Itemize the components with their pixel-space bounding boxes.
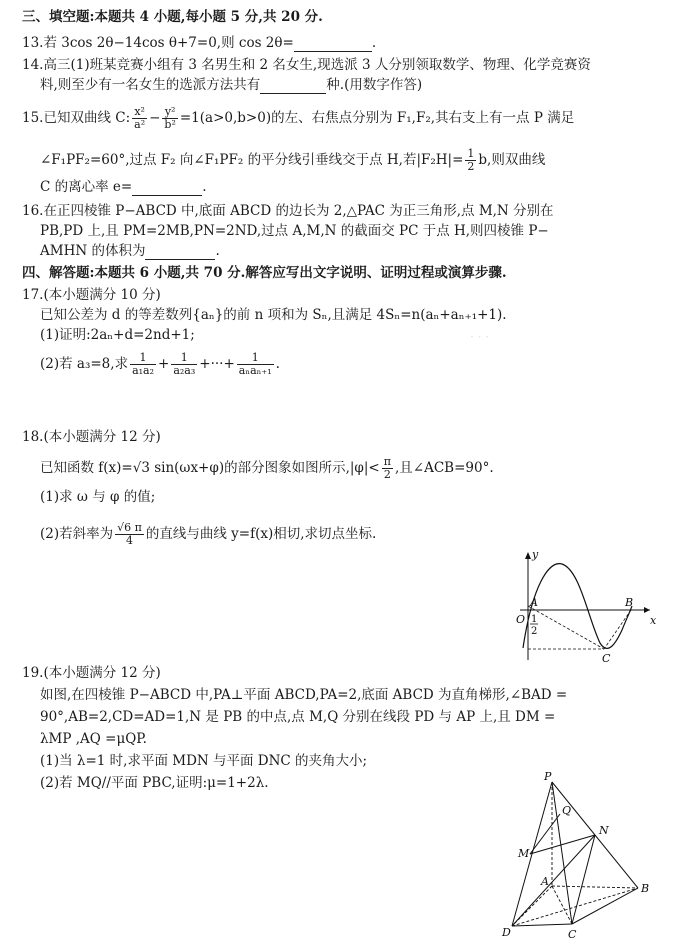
question-17-part-2: (2)若 a₃=8,求 $\frac{1}{\text{a₁a₂}}$ + $\frac{1}{\text{a₂a₃}}$ +···+ $\frac{1}{\text{aₙaₙ₊₁}}$ . [40, 351, 280, 377]
label-Q: Q [562, 804, 572, 817]
numerator: x² [132, 106, 147, 119]
segment-BC [604, 610, 631, 649]
label-B: B [625, 596, 634, 609]
sine-curve [523, 564, 632, 649]
question-16-line-3 [40, 242, 220, 260]
question-16-line-2: PB,PD 上,且 PM=2MB,PN=2ND,过点 A,M,N 的截面交 PC 于点 H,则四棱锥 P− [40, 223, 549, 239]
y-axis-arrow-icon [525, 552, 531, 559]
question-14-line-1: 14.高三(1)班某竞赛小组有 3 名男生和 2 名女生,现选派 3 人分别领取数学、物理、化学竞赛资 [22, 57, 591, 73]
label-half-num: 1 [531, 614, 538, 625]
punctuation: . [215, 243, 220, 259]
numerator: π [383, 455, 391, 468]
answer-blank[interactable] [145, 245, 215, 260]
section-header: 四、解答题:本题共 6 小题,共 70 分.解答应写出文字说明、证明过程或演算步骤. [22, 265, 507, 281]
question-text: 种.(用数字作答) [326, 77, 423, 93]
segment-MQ [530, 814, 560, 854]
fraction-term-1 [130, 352, 156, 377]
question-text: (2)若 a₃=8,求 [40, 356, 129, 372]
denominator: 4 [125, 534, 133, 547]
label-M: M [518, 847, 530, 860]
question-17-stem: 已知公差为 d 的等差数列{aₙ}的前 n 项和为 Sₙ,且满足 4Sₙ=n(aₙ+aₙ₊₁+1). [40, 307, 507, 323]
question-14-line-2 [40, 76, 422, 94]
answer-blank[interactable] [260, 79, 326, 94]
label-x: x [650, 614, 657, 627]
question-text: ∠F₁PF₂=60°,过点 F₂ 向∠F₁PF₂ 的平分线引垂线交于点 H,若|F₂H|= [40, 152, 464, 168]
question-15-line-3 [40, 178, 207, 196]
label-B: B [641, 882, 650, 895]
question-17-title: 17.(本小题满分 10 分) [22, 287, 161, 303]
question-text: 15.已知双曲线 C: [22, 110, 131, 126]
numerator: 1 [130, 352, 156, 365]
question-18-part-2 [40, 522, 376, 547]
question-text: AMHN 的体积为 [40, 243, 146, 259]
section-header: 三、填空题:本题共 4 小题,每小题 5 分,共 20 分. [22, 9, 323, 25]
label-N: N [599, 824, 609, 837]
denominator: aₙaₙ₊₁ [238, 364, 272, 377]
segment-AC [528, 606, 604, 649]
question-text: 的直线与曲线 y=f(x)相切,求切点坐标. [145, 526, 377, 542]
numerator: 1 [467, 147, 475, 160]
label-P: P [544, 770, 552, 783]
numerator: 1 [171, 352, 197, 365]
edge-CB [572, 888, 638, 924]
punctuation: . [275, 356, 280, 372]
fraction-term-2 [171, 352, 197, 377]
sine-graph-figure [500, 548, 665, 666]
answer-blank[interactable] [294, 37, 372, 52]
label-C: C [602, 652, 611, 665]
question-text: 已知函数 f(x)=√3 sin(ωx+φ)的部分图象如图所示,|φ|< [40, 460, 380, 476]
label-A: A [530, 596, 538, 609]
edge-DC [512, 924, 572, 926]
denominator: a₂a₃ [173, 364, 196, 377]
question-text: 13.若 3cos 2θ−14cos θ+7=0,则 cos 2θ= [22, 35, 294, 51]
label-C: C [568, 928, 577, 941]
denominator: 2 [383, 468, 391, 481]
fraction-y2-b2 [162, 106, 177, 131]
pyramid-figure [500, 768, 670, 943]
fraction-slope [115, 522, 144, 547]
denominator: a₁a₂ [132, 364, 155, 377]
edge-AB [552, 886, 638, 888]
bleed-mark: · · · [470, 330, 490, 344]
question-18-title: 18.(本小题满分 12 分) [22, 429, 161, 445]
segment-MN [530, 835, 595, 854]
question-19-line-3: λMP ,AQ =μQP. [40, 731, 147, 747]
label-A: A [541, 875, 549, 888]
punctuation: . [202, 179, 207, 195]
question-18-part-1: (1)求 ω 与 φ 的值; [40, 489, 156, 505]
denominator: 2 [467, 160, 475, 173]
x-axis-arrow-icon [644, 607, 650, 613]
question-15-line-1: 15.已知双曲线 C: $\frac{\text{x²}}{\text{a²}}$ − $\frac{\text{y²}}{\text{b²}}$ =1(a>0,b>0)的左、右焦点分别为 F₁,F₂,其右支上有一点 P 满足 [22, 105, 575, 131]
question-19-title: 19.(本小题满分 12 分) [22, 665, 161, 681]
question-18-stem [40, 456, 494, 481]
fraction-one-half [465, 148, 476, 173]
label-half-den: 2 [531, 626, 538, 637]
numerator: √6 π [117, 521, 142, 534]
question-16-line-1: 16.在正四棱锥 P−ABCD 中,底面 ABCD 的边长为 2,△PAC 为正三角形,点 M,N 分别在 [22, 203, 554, 219]
question-text: (2)若斜率为 [40, 526, 114, 542]
label-y: y [532, 548, 539, 561]
question-19-part-1: (1)当 λ=1 时,求平面 MDN 与平面 DNC 的夹角大小; [40, 753, 368, 769]
operator: +···+ [199, 356, 235, 372]
question-15-line-2 [40, 148, 545, 173]
question-text: 料,则至少有一名女生的选派方法共有 [40, 77, 261, 93]
denominator: a² [134, 118, 146, 131]
label-D: D [502, 926, 511, 939]
question-19-line-1: 如图,在四棱锥 P−ABCD 中,PA⊥平面 ABCD,PA=2,底面 ABCD 为直角梯形,∠BAD = [40, 687, 568, 703]
fraction-pi-half [382, 456, 393, 481]
numerator: 1 [237, 352, 274, 365]
denominator: b² [164, 118, 176, 131]
fraction-x2-a2 [132, 106, 147, 131]
question-19-part-2: (2)若 MQ//平面 PBC,证明:μ=1+2λ. [40, 775, 269, 791]
question-13 [22, 34, 376, 52]
answer-blank[interactable] [132, 181, 202, 196]
question-text: b,则双曲线 [478, 152, 546, 168]
question-text: C 的离心率 e= [40, 179, 133, 195]
fraction-term-n [237, 352, 274, 377]
label-O: O [516, 613, 526, 626]
question-17-part-1: (1)证明:2aₙ+d=2nd+1; [40, 327, 195, 343]
question-text: ,且∠ACB=90°. [394, 460, 494, 476]
question-19-line-2: 90°,AB=2,CD=AD=1,N 是 PB 的中点,点 M,Q 分别在线段 PD 与 AP 上,且 DM = [40, 709, 556, 725]
numerator: y² [162, 106, 177, 119]
question-text: =1(a>0,b>0)的左、右焦点分别为 F₁,F₂,其右支上有一点 P 满足 [179, 110, 575, 126]
punctuation: . [371, 35, 377, 51]
segment-DB [512, 888, 638, 926]
